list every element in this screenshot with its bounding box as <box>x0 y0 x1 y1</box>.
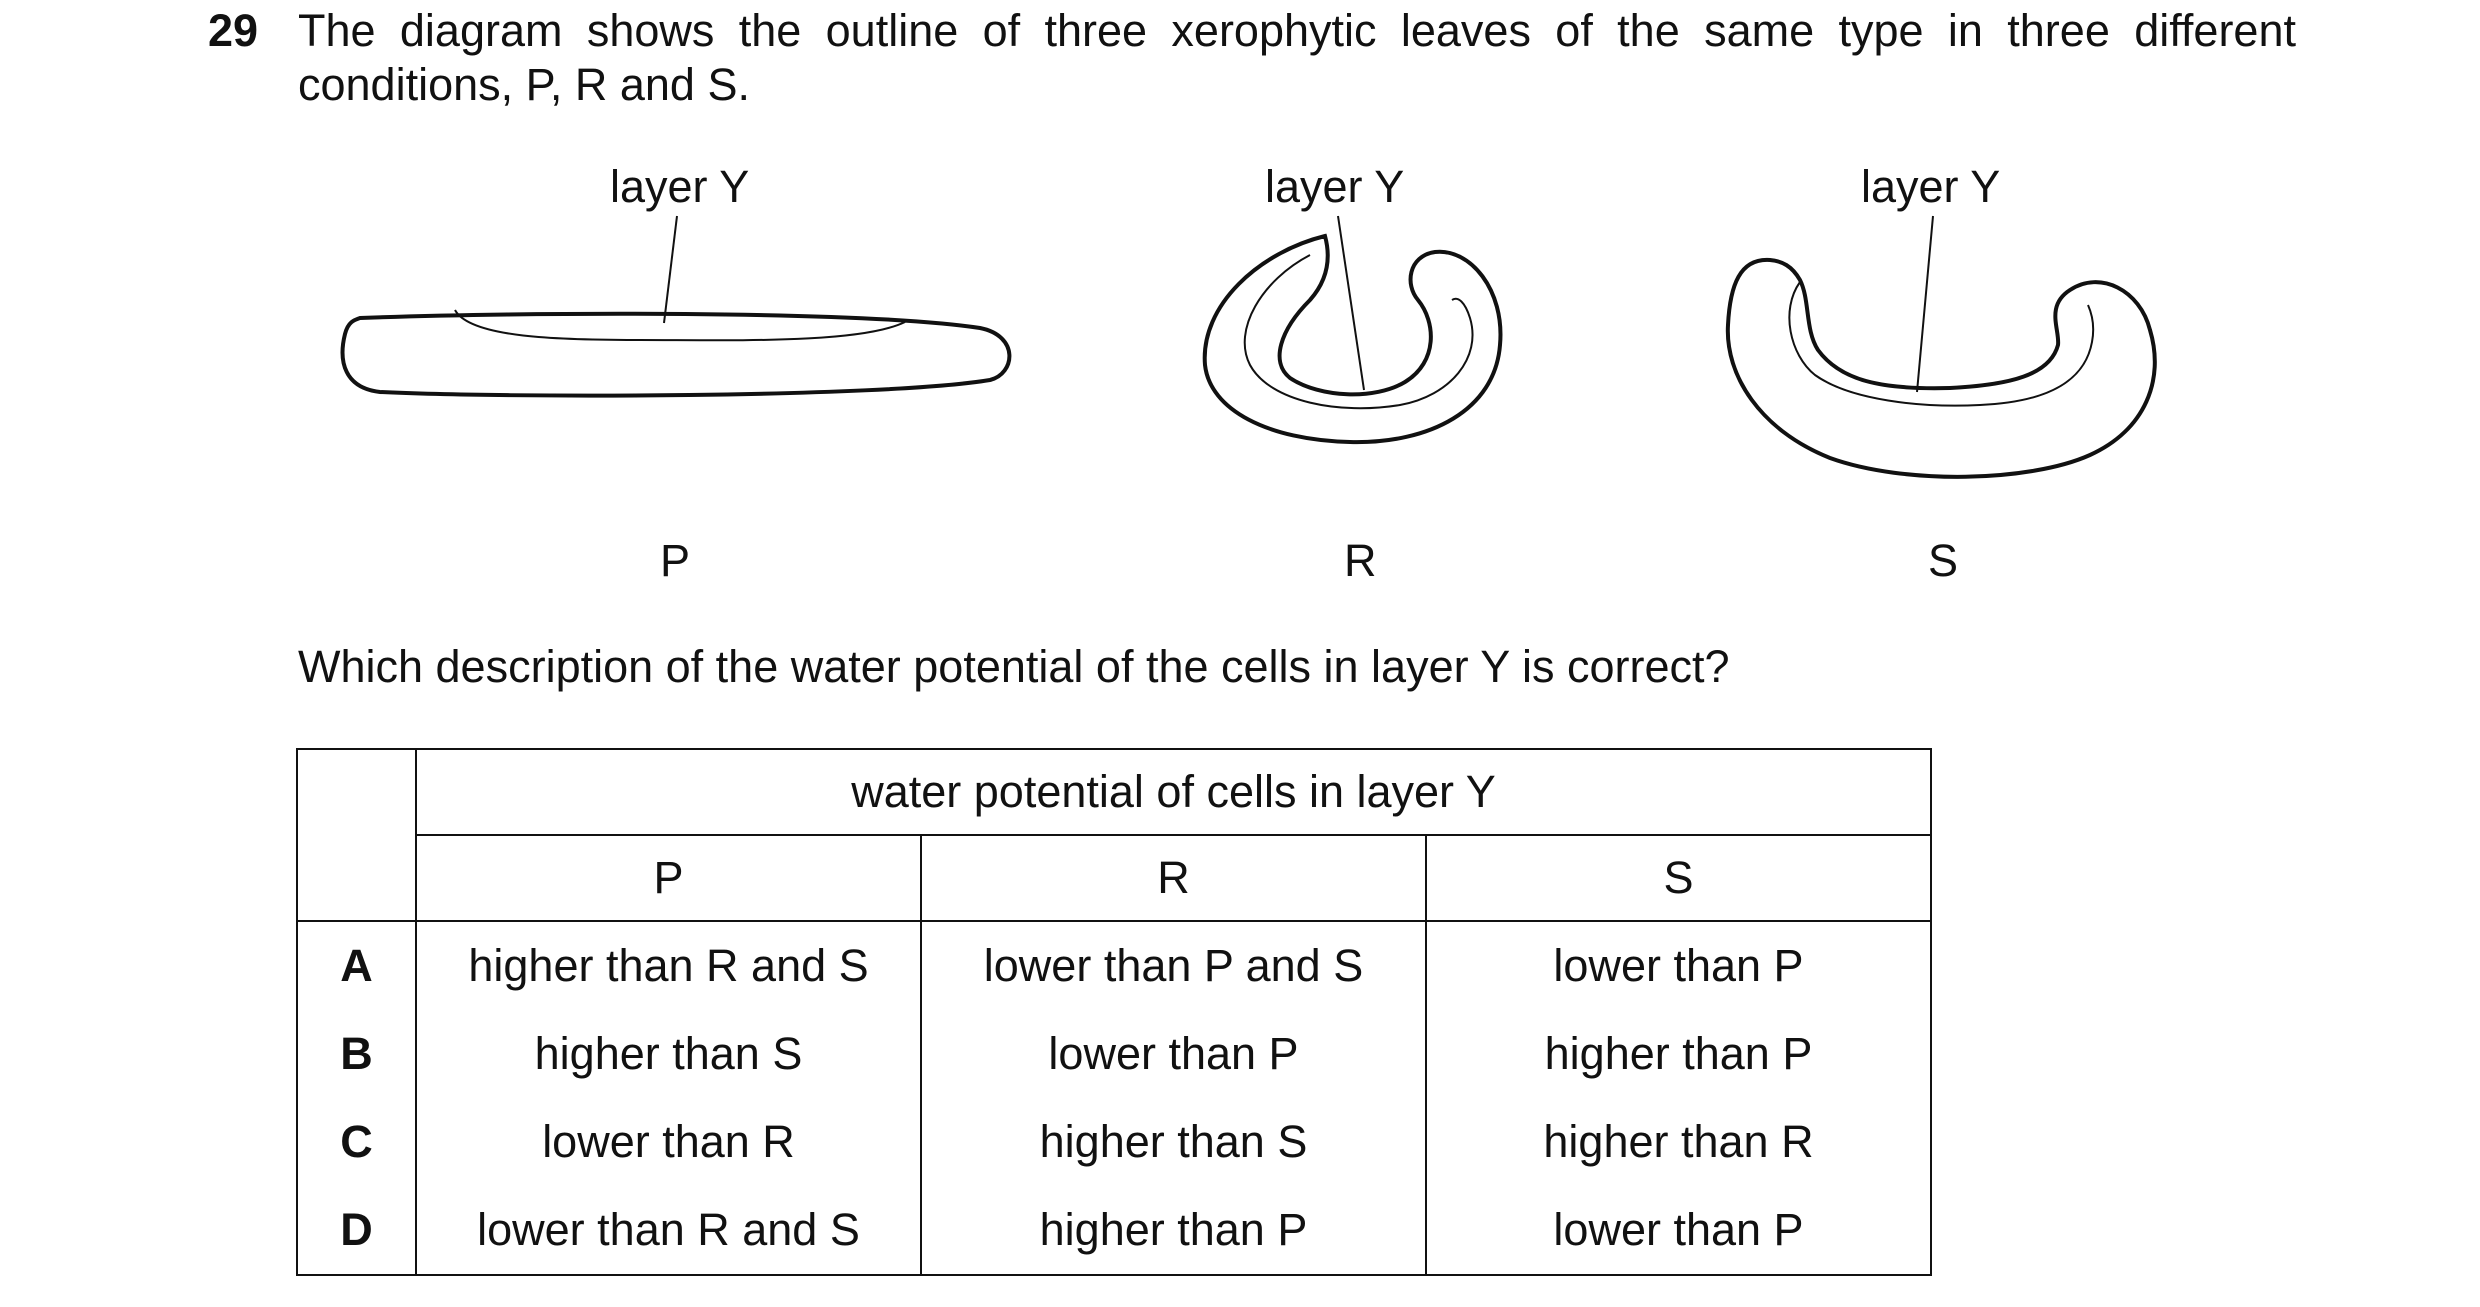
leaf-r <box>1205 161 1501 586</box>
option-row-c[interactable] <box>297 1098 1931 1186</box>
leaf-s-label-line <box>1917 216 1933 392</box>
leaf-r-letter-visible: R <box>1344 535 1377 586</box>
option-cell: higher than P <box>1426 1010 1931 1098</box>
leaf-diagram <box>0 0 2480 620</box>
table-column-row <box>297 835 1931 921</box>
leaf-r-outline <box>1205 236 1501 442</box>
leaf-p-layer-label: layer Y <box>610 161 750 212</box>
table-corner-cell <box>297 749 416 921</box>
column-header-p: P <box>416 835 921 921</box>
option-cell: higher than R and S <box>416 921 921 1010</box>
leaf-s-letter: S <box>1928 535 1959 586</box>
table-header: water potential of cells in layer Y <box>416 749 1931 835</box>
option-cell: higher than R <box>1426 1098 1931 1186</box>
option-row-b[interactable] <box>297 1010 1931 1098</box>
leaf-s <box>1728 161 2155 586</box>
leaf-p-label-line <box>664 216 677 323</box>
option-key: A <box>297 921 416 1010</box>
question-stem-line-2: conditions, P, R and S. <box>298 59 750 110</box>
leaf-p-outline <box>343 314 1010 396</box>
leaf-s-layer-label: layer Y <box>1861 161 2001 212</box>
option-cell: higher than P <box>921 1186 1426 1275</box>
option-cell: higher than S <box>921 1098 1426 1186</box>
question-prompt: Which description of the water potential of the cells in layer Y is correct? <box>298 641 1730 692</box>
question-stem-line-1: The diagram shows the outline of three xerophytic leaves of the same type in three different <box>298 5 2296 56</box>
question-number: 29 <box>208 5 259 56</box>
option-cell: lower than P <box>921 1010 1426 1098</box>
column-header-s: S <box>1426 835 1931 921</box>
leaf-r-layer-y <box>1245 255 1473 408</box>
option-cell: lower than R <box>416 1098 921 1186</box>
option-key: D <box>297 1186 416 1275</box>
option-key: B <box>297 1010 416 1098</box>
leaf-r-label-line <box>1338 216 1364 390</box>
option-key: C <box>297 1098 416 1186</box>
option-row-a[interactable] <box>297 921 1931 1010</box>
option-cell: higher than S <box>416 1010 921 1098</box>
option-cell: lower than R and S <box>416 1186 921 1275</box>
leaf-s-outline <box>1728 260 2155 477</box>
option-cell: lower than P <box>1426 921 1931 1010</box>
leaf-p <box>343 161 1010 586</box>
column-header-r: R <box>921 835 1426 921</box>
option-cell: lower than P and S <box>921 921 1426 1010</box>
answer-table <box>296 748 1932 1276</box>
option-cell: lower than P <box>1426 1186 1931 1275</box>
table-header-row <box>297 749 1931 835</box>
leaf-r-layer-label: layer Y <box>1265 161 1405 212</box>
leaf-p-letter: P <box>660 535 691 586</box>
option-row-d[interactable] <box>297 1186 1931 1275</box>
